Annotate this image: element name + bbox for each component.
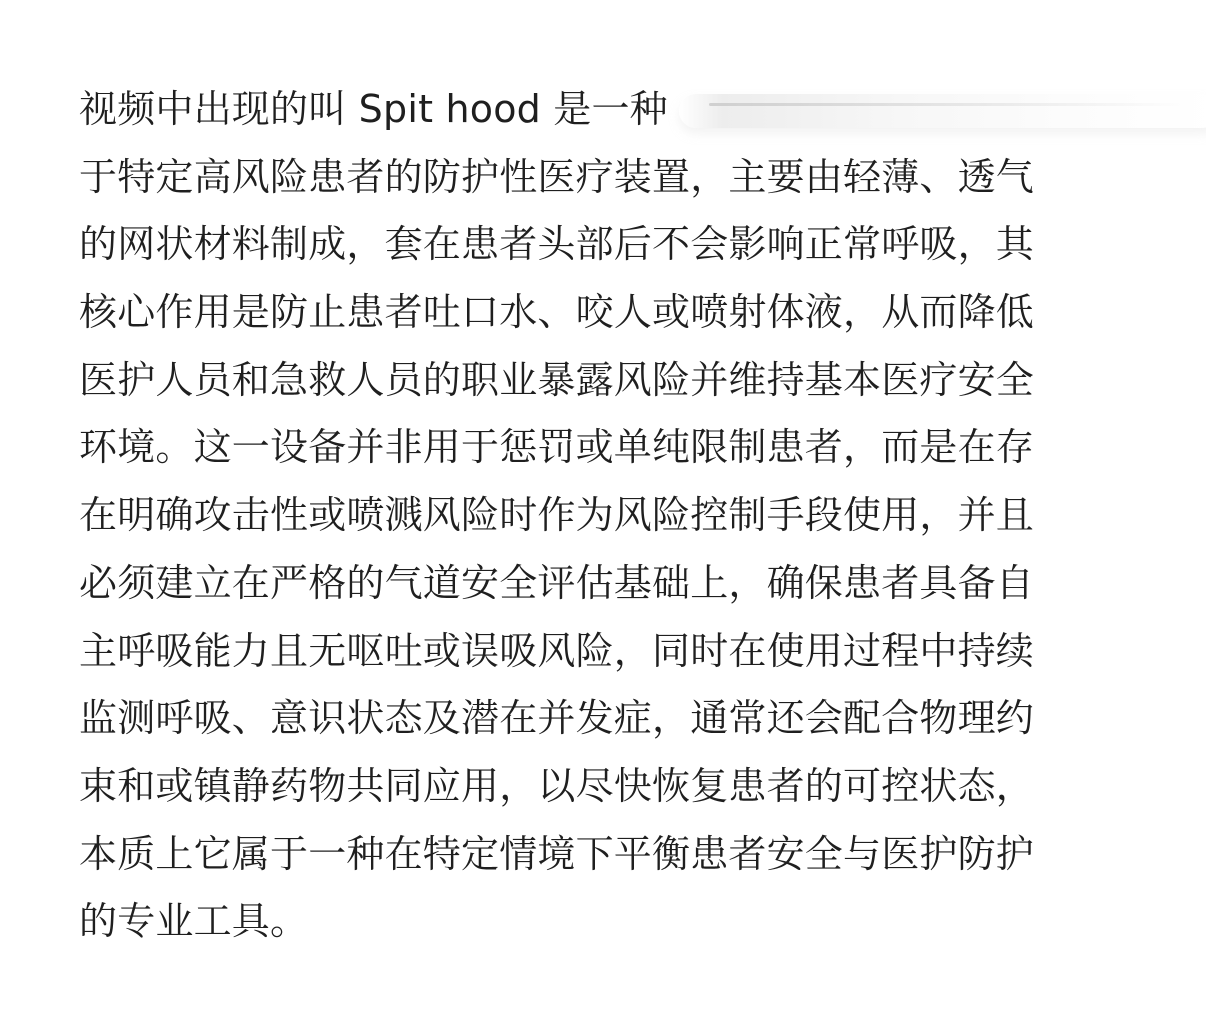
article-line-text: 视频中出现的叫 Spit hood 是一种 <box>79 87 668 131</box>
article-line: 核心作用是防止患者吐口水、咬人或喷射体液，从而降低 <box>79 290 1035 335</box>
article-line: 在明确攻击性或喷溅风险时作为风险控制手段使用，并且 <box>79 493 1035 538</box>
article-line: 于特定高风险患者的防护性医疗装置，主要由轻薄、透气 <box>79 154 1035 199</box>
article-line: 环境。这一设备并非用于惩罚或单纯限制患者，而是在存 <box>79 425 1035 470</box>
article-body <box>79 76 1139 956</box>
article-line: 束和或镇静药物共同应用，以尽快恢复患者的可控状态， <box>79 763 1035 808</box>
article-line: 本质上它属于一种在特定情境下平衡患者安全与医护防护 <box>79 831 1035 876</box>
article-line: 监测呼吸、意识状态及潜在并发症，通常还会配合物理约 <box>79 696 1035 741</box>
article-line <box>79 76 1139 144</box>
article-line: 医护人员和急救人员的职业暴露风险并维持基本医疗安全 <box>79 357 1035 402</box>
screen-glare-overlay <box>679 94 1206 128</box>
article-line: 主呼吸能力且无呕吐或误吸风险，同时在使用过程中持续 <box>79 628 1035 673</box>
article-line: 的专业工具。 <box>79 899 309 944</box>
article-line: 的网状材料制成，套在患者头部后不会影响正常呼吸，其 <box>79 222 1035 267</box>
article-line: 必须建立在严格的气道安全评估基础上，确保患者具备自 <box>79 560 1035 605</box>
